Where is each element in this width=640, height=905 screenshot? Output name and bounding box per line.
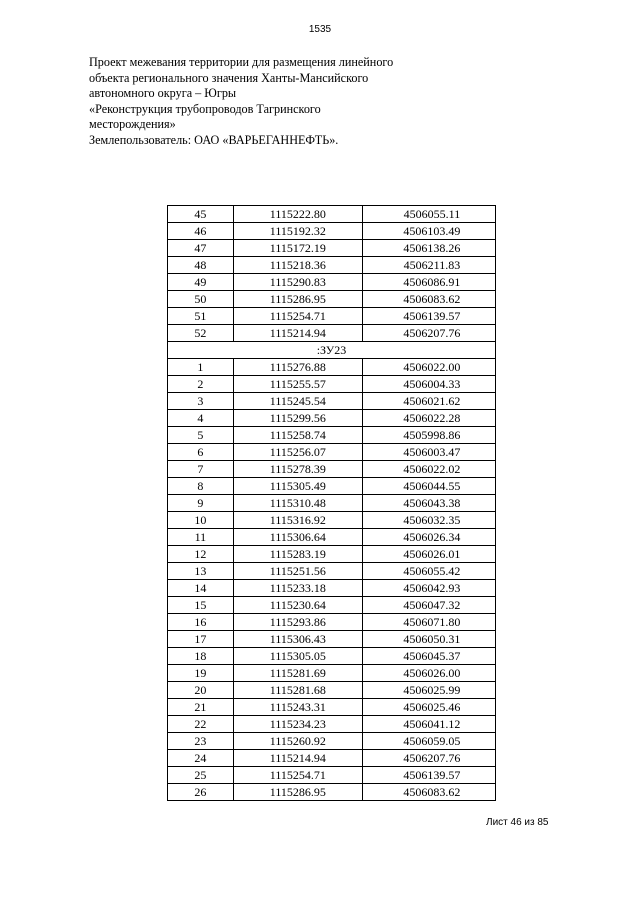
landuser-value: ОАО «ВАРЬЕГАННЕФТЬ».	[191, 132, 339, 147]
point-number-cell: 8	[168, 478, 234, 495]
point-number-cell: 18	[168, 648, 234, 665]
point-number-cell: 2	[168, 376, 234, 393]
y-coordinate-cell: 4506059.05	[362, 733, 495, 750]
y-coordinate-cell: 4506071.80	[362, 614, 495, 631]
y-coordinate-cell: 4506207.76	[362, 325, 495, 342]
table-row	[168, 478, 496, 495]
x-coordinate-cell: 1115233.18	[233, 580, 362, 597]
x-coordinate-cell: 1115286.95	[233, 291, 362, 308]
table-row	[168, 682, 496, 699]
header-line-3: автономного округа – Югры	[89, 86, 237, 100]
point-number-cell: 52	[168, 325, 234, 342]
x-coordinate-cell: 1115316.92	[233, 512, 362, 529]
table-row	[168, 291, 496, 308]
coordinates-table-body	[168, 206, 496, 801]
x-coordinate-cell: 1115256.07	[233, 444, 362, 461]
point-number-cell: 26	[168, 784, 234, 801]
x-coordinate-cell: 1115230.64	[233, 597, 362, 614]
header-line-5: месторождения»	[89, 117, 176, 131]
table-row	[168, 699, 496, 716]
section-row	[168, 342, 496, 359]
x-coordinate-cell: 1115283.19	[233, 546, 362, 563]
x-coordinate-cell: 1115251.56	[233, 563, 362, 580]
table-row	[168, 325, 496, 342]
y-coordinate-cell: 4506022.02	[362, 461, 495, 478]
table-row	[168, 512, 496, 529]
point-number-cell: 10	[168, 512, 234, 529]
y-coordinate-cell: 4506022.28	[362, 410, 495, 427]
point-number-cell: 11	[168, 529, 234, 546]
table-row	[168, 784, 496, 801]
x-coordinate-cell: 1115172.19	[233, 240, 362, 257]
table-row	[168, 274, 496, 291]
x-coordinate-cell: 1115258.74	[233, 427, 362, 444]
y-coordinate-cell: 4506043.38	[362, 495, 495, 512]
point-number-cell: 48	[168, 257, 234, 274]
coordinates-table	[167, 205, 496, 801]
point-number-cell: 45	[168, 206, 234, 223]
y-coordinate-cell: 4506041.12	[362, 716, 495, 733]
y-coordinate-cell: 4506026.34	[362, 529, 495, 546]
x-coordinate-cell: 1115254.71	[233, 767, 362, 784]
y-coordinate-cell: 4506055.42	[362, 563, 495, 580]
point-number-cell: 47	[168, 240, 234, 257]
y-coordinate-cell: 4505998.86	[362, 427, 495, 444]
table-row	[168, 716, 496, 733]
header-line-4: «Реконструкция трубопроводов Тагринского	[89, 101, 321, 116]
x-coordinate-cell: 1115222.80	[233, 206, 362, 223]
x-coordinate-cell: 1115306.64	[233, 529, 362, 546]
table-row	[168, 376, 496, 393]
table-row	[168, 427, 496, 444]
x-coordinate-cell: 1115290.83	[233, 274, 362, 291]
x-coordinate-cell: 1115243.31	[233, 699, 362, 716]
point-number-cell: 49	[168, 274, 234, 291]
x-coordinate-cell: 1115245.54	[233, 393, 362, 410]
point-number-cell: 12	[168, 546, 234, 563]
point-number-cell: 1	[168, 359, 234, 376]
y-coordinate-cell: 4506032.35	[362, 512, 495, 529]
point-number-cell: 7	[168, 461, 234, 478]
header-line-2: объекта регионального значения Ханты-Мансийского	[89, 70, 369, 85]
table-row	[168, 631, 496, 648]
y-coordinate-cell: 4506003.47	[362, 444, 495, 461]
point-number-cell: 20	[168, 682, 234, 699]
landuser-label: Землепользователь:	[89, 132, 192, 147]
x-coordinate-cell: 1115234.23	[233, 716, 362, 733]
y-coordinate-cell: 4506138.26	[362, 240, 495, 257]
table-row	[168, 495, 496, 512]
y-coordinate-cell: 4506025.46	[362, 699, 495, 716]
y-coordinate-cell: 4506083.62	[362, 784, 495, 801]
table-row	[168, 410, 496, 427]
point-number-cell: 15	[168, 597, 234, 614]
x-coordinate-cell: 1115286.95	[233, 784, 362, 801]
table-row	[168, 529, 496, 546]
x-coordinate-cell: 1115306.43	[233, 631, 362, 648]
y-coordinate-cell: 4506045.37	[362, 648, 495, 665]
point-number-cell: 22	[168, 716, 234, 733]
table-row	[168, 750, 496, 767]
point-number-cell: 24	[168, 750, 234, 767]
y-coordinate-cell: 4506086.91	[362, 274, 495, 291]
table-row	[168, 257, 496, 274]
y-coordinate-cell: 4506047.32	[362, 597, 495, 614]
point-number-cell: 25	[168, 767, 234, 784]
table-row	[168, 580, 496, 597]
x-coordinate-cell: 1115281.68	[233, 682, 362, 699]
x-coordinate-cell: 1115192.32	[233, 223, 362, 240]
y-coordinate-cell: 4506021.62	[362, 393, 495, 410]
point-number-cell: 21	[168, 699, 234, 716]
point-number-cell: 5	[168, 427, 234, 444]
header-line-1: Проект межевания территории для размещения линейного	[89, 55, 394, 69]
table-row	[168, 563, 496, 580]
point-number-cell: 14	[168, 580, 234, 597]
x-coordinate-cell: 1115293.86	[233, 614, 362, 631]
x-coordinate-cell: 1115299.56	[233, 410, 362, 427]
landuser-line	[89, 133, 419, 149]
y-coordinate-cell: 4506042.93	[362, 580, 495, 597]
point-number-cell: 6	[168, 444, 234, 461]
y-coordinate-cell: 4506139.57	[362, 767, 495, 784]
y-coordinate-cell: 4506026.01	[362, 546, 495, 563]
point-number-cell: 19	[168, 665, 234, 682]
table-row	[168, 308, 496, 325]
y-coordinate-cell: 4506103.49	[362, 223, 495, 240]
point-number-cell: 23	[168, 733, 234, 750]
y-coordinate-cell: 4506139.57	[362, 308, 495, 325]
x-coordinate-cell: 1115278.39	[233, 461, 362, 478]
table-row	[168, 648, 496, 665]
y-coordinate-cell: 4506055.11	[362, 206, 495, 223]
table-row	[168, 665, 496, 682]
x-coordinate-cell: 1115281.69	[233, 665, 362, 682]
point-number-cell: 3	[168, 393, 234, 410]
section-label: :ЗУ23	[168, 342, 496, 359]
x-coordinate-cell: 1115276.88	[233, 359, 362, 376]
table-row	[168, 597, 496, 614]
table-row	[168, 240, 496, 257]
table-row	[168, 546, 496, 563]
x-coordinate-cell: 1115218.36	[233, 257, 362, 274]
y-coordinate-cell: 4506026.00	[362, 665, 495, 682]
x-coordinate-cell: 1115310.48	[233, 495, 362, 512]
point-number-cell: 46	[168, 223, 234, 240]
y-coordinate-cell: 4506004.33	[362, 376, 495, 393]
y-coordinate-cell: 4506044.55	[362, 478, 495, 495]
table-row	[168, 767, 496, 784]
y-coordinate-cell: 4506050.31	[362, 631, 495, 648]
y-coordinate-cell: 4506207.76	[362, 750, 495, 767]
x-coordinate-cell: 1115260.92	[233, 733, 362, 750]
x-coordinate-cell: 1115214.94	[233, 325, 362, 342]
table-row	[168, 359, 496, 376]
x-coordinate-cell: 1115254.71	[233, 308, 362, 325]
point-number-cell: 13	[168, 563, 234, 580]
point-number-cell: 50	[168, 291, 234, 308]
table-row	[168, 206, 496, 223]
x-coordinate-cell: 1115255.57	[233, 376, 362, 393]
page-number: 1535	[308, 24, 332, 35]
table-row	[168, 614, 496, 631]
y-coordinate-cell: 4506022.00	[362, 359, 495, 376]
y-coordinate-cell: 4506083.62	[362, 291, 495, 308]
document-header	[89, 55, 419, 148]
sheet-counter: Лист 46 из 85	[486, 817, 549, 828]
table-row	[168, 444, 496, 461]
table-row	[168, 393, 496, 410]
table-row	[168, 461, 496, 478]
point-number-cell: 51	[168, 308, 234, 325]
x-coordinate-cell: 1115214.94	[233, 750, 362, 767]
y-coordinate-cell: 4506025.99	[362, 682, 495, 699]
point-number-cell: 4	[168, 410, 234, 427]
point-number-cell: 16	[168, 614, 234, 631]
y-coordinate-cell: 4506211.83	[362, 257, 495, 274]
x-coordinate-cell: 1115305.49	[233, 478, 362, 495]
point-number-cell: 9	[168, 495, 234, 512]
point-number-cell: 17	[168, 631, 234, 648]
table-row	[168, 733, 496, 750]
x-coordinate-cell: 1115305.05	[233, 648, 362, 665]
table-row	[168, 223, 496, 240]
